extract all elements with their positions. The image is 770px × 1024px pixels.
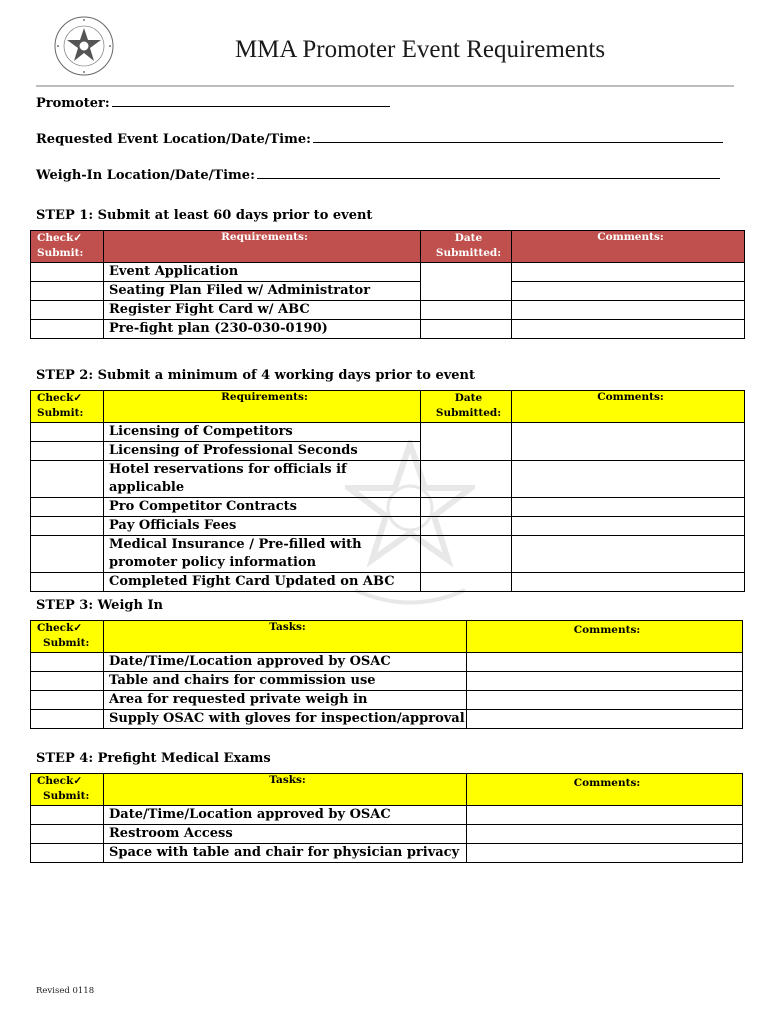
requirements-header: Requirements: [104,231,421,263]
table-row [31,282,745,301]
comment-cell[interactable] [467,806,743,825]
check-cell[interactable] [31,806,104,825]
task-cell: Supply OSAC with gloves for inspection/approval [104,710,467,729]
check-submit-header: Check✓ Submit: [31,391,104,423]
comment-cell[interactable] [512,536,745,573]
table-row [31,844,743,863]
date-cell[interactable] [421,320,512,339]
date-cell[interactable] [421,517,512,536]
comment-cell[interactable] [467,691,743,710]
date-submitted-header: Date Submitted: [421,391,512,423]
check-cell[interactable] [31,825,104,844]
tasks-header: Tasks: [104,621,467,653]
comments-header: Comments: [467,774,743,806]
comment-cell[interactable] [512,498,745,517]
table-row [31,806,743,825]
table-row [31,461,745,498]
comment-cell[interactable] [512,517,745,536]
requirement-cell: Pay Officials Fees [104,517,421,536]
weigh-in-field[interactable] [36,166,720,183]
requirement-cell: Medical Insurance / Pre-filled with promoter policy information [104,536,421,573]
step1-header-row [31,231,745,263]
step4-table [30,773,743,863]
check-cell[interactable] [31,653,104,672]
comment-cell[interactable] [512,573,745,592]
requirement-cell: Licensing of Professional Seconds [104,442,421,461]
promoter-line[interactable] [112,94,390,107]
step4-header-row [31,774,743,806]
table-row [31,573,745,592]
comment-cell[interactable] [512,461,745,498]
check-cell[interactable] [31,844,104,863]
table-row [31,320,745,339]
event-location-label: Requested Event Location/Date/Time: [36,132,311,147]
table-row [31,423,745,442]
step2-heading: STEP 2: Submit a minimum of 4 working days prior to event [36,368,475,383]
check-submit-header: Check✓ Submit: [31,774,104,806]
step3-heading: STEP 3: Weigh In [36,598,163,613]
requirement-cell: Pro Competitor Contracts [104,498,421,517]
comment-cell[interactable] [467,710,743,729]
comment-cell[interactable] [512,423,745,461]
check-cell[interactable] [31,710,104,729]
check-cell[interactable] [31,263,104,282]
check-submit-header: Check✓ Submit: [31,231,104,263]
check-cell[interactable] [31,461,104,498]
step2-header-row [31,391,745,423]
check-cell[interactable] [31,442,104,461]
promoter-field[interactable] [36,94,390,111]
revision-note: Revised 0118 [36,986,95,996]
step1-table [30,230,745,339]
comment-cell[interactable] [467,672,743,691]
check-cell[interactable] [31,672,104,691]
weigh-in-label: Weigh-In Location/Date/Time: [36,168,255,183]
requirement-cell: Pre-fight plan (230-030-0190) [104,320,421,339]
task-cell: Area for requested private weigh in [104,691,467,710]
check-cell[interactable] [31,320,104,339]
check-cell[interactable] [31,536,104,573]
promoter-label: Promoter: [36,96,110,111]
requirement-cell: Licensing of Competitors [104,423,421,442]
date-cell[interactable] [421,573,512,592]
requirement-cell: Completed Fight Card Updated on ABC [104,573,421,592]
table-row [31,672,743,691]
check-cell[interactable] [31,423,104,442]
date-cell[interactable] [421,536,512,573]
step2-table [30,390,745,592]
check-cell[interactable] [31,301,104,320]
check-cell[interactable] [31,498,104,517]
date-cell[interactable] [421,301,512,320]
comment-cell[interactable] [512,301,745,320]
requirement-cell: Event Application [104,263,421,282]
task-cell: Space with table and chair for physician privacy [104,844,467,863]
check-submit-header: Check✓ Submit: [31,621,104,653]
table-row [31,536,745,573]
requirement-cell: Seating Plan Filed w/ Administrator [104,282,421,301]
table-row [31,301,745,320]
comment-cell[interactable] [467,844,743,863]
date-cell[interactable] [421,498,512,517]
page-title: MMA Promoter Event Requirements [234,36,606,63]
task-cell: Restroom Access [104,825,467,844]
date-cell[interactable] [421,263,512,301]
requirement-cell: Hotel reservations for officials if applicable [104,461,421,498]
title-divider [36,85,734,87]
task-cell: Date/Time/Location approved by OSAC [104,653,467,672]
date-submitted-header: Date Submitted: [421,231,512,263]
weigh-in-line[interactable] [257,166,720,179]
requirement-cell: Register Fight Card w/ ABC [104,301,421,320]
table-row [31,498,745,517]
requirements-header: Requirements: [104,391,421,423]
table-row [31,653,743,672]
task-cell: Table and chairs for commission use [104,672,467,691]
comment-cell[interactable] [512,282,745,301]
task-cell: Date/Time/Location approved by OSAC [104,806,467,825]
step3-header-row [31,621,743,653]
comment-cell[interactable] [467,825,743,844]
table-row [31,710,743,729]
check-cell[interactable] [31,282,104,301]
tasks-header: Tasks: [104,774,467,806]
event-location-line[interactable] [313,130,723,143]
comment-cell[interactable] [467,653,743,672]
comment-cell[interactable] [512,320,745,339]
table-row [31,825,743,844]
comments-header: Comments: [512,231,745,263]
comment-cell[interactable] [512,263,745,282]
step1-heading: STEP 1: Submit at least 60 days prior to event [36,208,373,223]
date-cell[interactable] [421,461,512,498]
table-row [31,691,743,710]
step4-heading: STEP 4: Prefight Medical Exams [36,751,271,766]
date-cell[interactable] [421,423,512,461]
comments-header: Comments: [467,621,743,653]
check-cell[interactable] [31,573,104,592]
check-cell[interactable] [31,517,104,536]
table-row [31,517,745,536]
check-cell[interactable] [31,691,104,710]
step3-table [30,620,743,729]
table-row [31,263,745,282]
event-location-field[interactable] [36,130,723,147]
comments-header: Comments: [512,391,745,423]
